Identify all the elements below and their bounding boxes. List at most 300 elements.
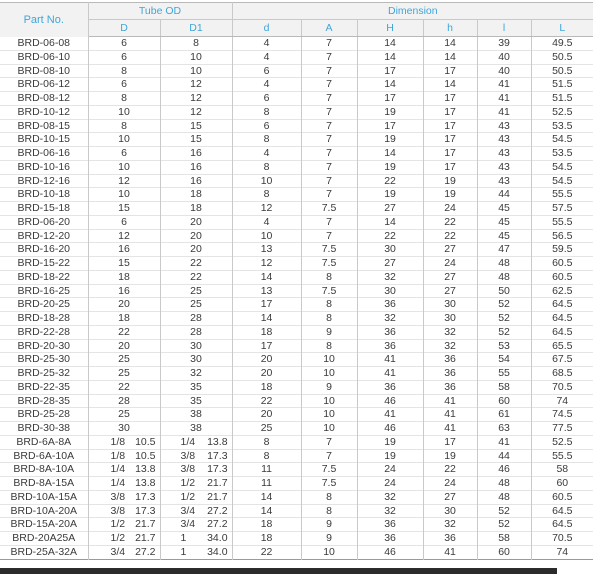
- bottom-bar: [0, 568, 557, 574]
- table-row: [0, 37, 593, 51]
- cell-l-small: 60: [477, 545, 531, 559]
- cell-A: 7: [301, 78, 357, 92]
- cell-A: 7: [301, 50, 357, 64]
- cell-L: 64.5: [552, 504, 573, 517]
- cell-D1: 30: [160, 353, 232, 367]
- table-row: [0, 367, 593, 381]
- cell-l-small: 39: [477, 37, 531, 51]
- cell-d-small: 18: [232, 518, 301, 532]
- cell-part-no: BRD-06-12: [0, 78, 88, 92]
- cell-l-small: 44: [477, 188, 531, 202]
- cell-l-small: 54: [477, 353, 531, 367]
- table-row: [0, 78, 593, 92]
- cell-H: 30: [357, 284, 423, 298]
- cell-A: 9: [301, 532, 357, 546]
- cell-D1-mm: 27.2: [196, 518, 232, 532]
- cell-D: 18: [88, 312, 160, 326]
- cell-D: 25: [88, 353, 160, 367]
- cell-h-small: 17: [423, 133, 477, 147]
- cell-D1: 30: [160, 339, 232, 353]
- cell-d-small: 14: [232, 490, 301, 504]
- cell-A: 7: [301, 215, 357, 229]
- cell-l-small: 41: [477, 92, 531, 106]
- cell-l-small: 45: [477, 215, 531, 229]
- cell-H: 36: [357, 298, 423, 312]
- cell-h-small: 30: [423, 298, 477, 312]
- cell-h-small: 27: [423, 490, 477, 504]
- cell-L: 70.5: [552, 380, 573, 393]
- table-row: [0, 160, 593, 174]
- cell-d-small: 4: [232, 78, 301, 92]
- cell-D-inch: 3/8: [110, 490, 126, 503]
- cell-D1-inch: 3/8: [180, 463, 196, 476]
- cell-A: 7.5: [301, 284, 357, 298]
- cell-h-small: 41: [423, 394, 477, 408]
- cell-H: 32: [357, 490, 423, 504]
- cell-l-small: 44: [477, 449, 531, 463]
- cell-d-small: 20: [232, 408, 301, 422]
- cell-d-small: 22: [232, 545, 301, 559]
- cell-L: 74: [556, 394, 569, 407]
- cell-A: 10: [301, 353, 357, 367]
- cell-L: 52.5: [552, 435, 573, 448]
- cell-H: 46: [357, 545, 423, 559]
- cell-part-no: BRD-10-15: [0, 133, 88, 147]
- cell-d-small: 11: [232, 463, 301, 477]
- cell-D: 10: [88, 105, 160, 119]
- cell-H: 19: [357, 133, 423, 147]
- cell-d-small: 6: [232, 64, 301, 78]
- cell-l-small: 41: [477, 78, 531, 92]
- cell-A: 7: [301, 147, 357, 161]
- cell-A: 10: [301, 367, 357, 381]
- table-row: [0, 380, 593, 394]
- cell-H: 36: [357, 518, 423, 532]
- cell-d-small: 6: [232, 92, 301, 106]
- cell-D1: 20: [160, 229, 232, 243]
- table-row: [0, 92, 593, 106]
- cell-H: 32: [357, 270, 423, 284]
- cell-h-small: 19: [423, 188, 477, 202]
- dimension-table: [0, 2, 593, 560]
- table-row: [0, 339, 593, 353]
- cell-D1: 20: [160, 215, 232, 229]
- cell-L: 64.5: [552, 518, 573, 531]
- cell-part-no: BRD-12-16: [0, 174, 88, 188]
- cell-L: 74: [556, 545, 569, 558]
- cell-d-small: 4: [232, 147, 301, 161]
- cell-L: 57.5: [552, 202, 573, 214]
- cell-l-small: 48: [477, 477, 531, 491]
- cell-d-small: 8: [232, 133, 301, 147]
- cell-D-mm: 21.7: [124, 532, 160, 546]
- cell-D1: 22: [160, 257, 232, 271]
- cell-l-small: 48: [477, 270, 531, 284]
- cell-A: 7: [301, 229, 357, 243]
- cell-D: 6: [88, 50, 160, 64]
- cell-A: 10: [301, 394, 357, 408]
- table-row: [0, 545, 593, 559]
- cell-L: 60.5: [552, 257, 573, 269]
- table-row: [0, 353, 593, 367]
- cell-part-no: BRD-22-28: [0, 325, 88, 339]
- cell-l-small: 50: [477, 284, 531, 298]
- cell-d-small: 14: [232, 270, 301, 284]
- cell-part-no: BRD-08-15: [0, 119, 88, 133]
- cell-D: 8: [88, 92, 160, 106]
- cell-D1: 10: [160, 64, 232, 78]
- header-tube-od: Tube OD: [88, 3, 232, 20]
- header-L: L: [531, 20, 593, 37]
- cell-D-inch: 3/8: [110, 504, 126, 517]
- cell-d-small: 22: [232, 394, 301, 408]
- cell-H: 46: [357, 394, 423, 408]
- cell-l-small: 43: [477, 160, 531, 174]
- cell-h-small: 17: [423, 435, 477, 449]
- cell-l-small: 52: [477, 312, 531, 326]
- cell-D1: 18: [160, 188, 232, 202]
- cell-D: 20: [88, 339, 160, 353]
- cell-l-small: 58: [477, 380, 531, 394]
- table-row: [0, 215, 593, 229]
- cell-l-small: 52: [477, 504, 531, 518]
- cell-part-no: BRD-06-10: [0, 50, 88, 64]
- cell-D: 10: [88, 160, 160, 174]
- cell-part-no: BRD-20-25: [0, 298, 88, 312]
- cell-A: 7: [301, 174, 357, 188]
- cell-part-no: BRD-25-32: [0, 367, 88, 381]
- cell-h-small: 17: [423, 160, 477, 174]
- cell-l-small: 47: [477, 243, 531, 257]
- cell-H: 19: [357, 435, 423, 449]
- cell-A: 8: [301, 312, 357, 326]
- cell-h-small: 32: [423, 339, 477, 353]
- cell-h-small: 32: [423, 325, 477, 339]
- cell-D1-mm: 34.0: [196, 545, 232, 559]
- cell-part-no: BRD-10-16: [0, 160, 88, 174]
- table-row: [0, 270, 593, 284]
- table-row: [0, 435, 593, 449]
- cell-D1: 25: [160, 284, 232, 298]
- cell-h-small: 17: [423, 119, 477, 133]
- cell-d-small: 4: [232, 215, 301, 229]
- cell-L: 52.5: [552, 105, 573, 118]
- cell-h-small: 19: [423, 449, 477, 463]
- cell-d-small: 4: [232, 37, 301, 51]
- cell-part-no: BRD-15-18: [0, 202, 88, 216]
- table-row: [0, 298, 593, 312]
- table-row: [0, 394, 593, 408]
- cell-A: 7: [301, 105, 357, 119]
- cell-l-small: 60: [477, 394, 531, 408]
- cell-A: 10: [301, 422, 357, 436]
- cell-D1: 22: [160, 270, 232, 284]
- cell-h-small: 14: [423, 37, 477, 51]
- cell-D: 15: [88, 202, 160, 216]
- cell-A: 7.5: [301, 202, 357, 216]
- cell-A: 8: [301, 339, 357, 353]
- cell-l-small: 40: [477, 64, 531, 78]
- cell-part-no: BRD-20A25A: [0, 532, 88, 546]
- table-row: [0, 532, 593, 546]
- cell-part-no: BRD-20-30: [0, 339, 88, 353]
- cell-A: 7: [301, 160, 357, 174]
- table-row: [0, 243, 593, 257]
- cell-D: 8: [88, 64, 160, 78]
- cell-l-small: 52: [477, 518, 531, 532]
- cell-D: 6: [88, 147, 160, 161]
- cell-d-small: 20: [232, 367, 301, 381]
- table-row: [0, 477, 593, 491]
- table-row: [0, 188, 593, 202]
- cell-l-small: 43: [477, 119, 531, 133]
- cell-D1-inch: 3/4: [180, 518, 196, 531]
- cell-d-small: 8: [232, 160, 301, 174]
- cell-h-small: 22: [423, 463, 477, 477]
- cell-L: 70.5: [552, 532, 573, 544]
- cell-l-small: 46: [477, 463, 531, 477]
- cell-A: 7: [301, 449, 357, 463]
- cell-d-small: 18: [232, 532, 301, 546]
- cell-D1: 25: [160, 298, 232, 312]
- cell-D: 28: [88, 394, 160, 408]
- header-dimension: Dimension: [232, 3, 593, 20]
- cell-L: 67.5: [552, 353, 573, 366]
- cell-l-small: 41: [477, 105, 531, 119]
- cell-D: 22: [88, 325, 160, 339]
- cell-part-no: BRD-16-20: [0, 243, 88, 257]
- cell-part-no: BRD-15-22: [0, 257, 88, 271]
- cell-L: 65.5: [552, 339, 573, 352]
- cell-h-small: 17: [423, 147, 477, 161]
- cell-D-inch: 1/8: [110, 449, 126, 462]
- cell-L: 64.5: [552, 312, 573, 324]
- cell-D1: 20: [160, 243, 232, 257]
- cell-H: 46: [357, 422, 423, 436]
- cell-D1-mm: 27.2: [196, 504, 232, 518]
- cell-h-small: 17: [423, 64, 477, 78]
- cell-d-small: 8: [232, 105, 301, 119]
- cell-D1: 38: [160, 422, 232, 436]
- cell-l-small: 41: [477, 435, 531, 449]
- cell-D1: 16: [160, 147, 232, 161]
- cell-l-small: 61: [477, 408, 531, 422]
- cell-d-small: 18: [232, 325, 301, 339]
- cell-d-small: 4: [232, 50, 301, 64]
- cell-L: 60: [556, 477, 569, 489]
- cell-D-inch: 3/4: [110, 545, 126, 558]
- cell-D: 6: [88, 37, 160, 51]
- cell-H: 41: [357, 367, 423, 381]
- cell-h-small: 14: [423, 50, 477, 64]
- cell-d-small: 10: [232, 229, 301, 243]
- cell-D: 10: [88, 133, 160, 147]
- table-row: [0, 174, 593, 188]
- cell-A: 7: [301, 37, 357, 51]
- cell-L: 56.5: [552, 229, 573, 242]
- cell-L: 49.5: [552, 37, 573, 49]
- cell-A: 8: [301, 270, 357, 284]
- cell-D1: 8: [160, 37, 232, 51]
- cell-h-small: 17: [423, 105, 477, 119]
- cell-D-mm: 10.5: [124, 435, 160, 449]
- cell-D-inch: 1/2: [110, 518, 126, 531]
- table-row: [0, 408, 593, 422]
- cell-A: 7.5: [301, 463, 357, 477]
- cell-part-no: BRD-18-28: [0, 312, 88, 326]
- cell-l-small: 48: [477, 490, 531, 504]
- cell-L: 50.5: [552, 50, 573, 63]
- cell-h-small: 30: [423, 504, 477, 518]
- cell-D: 16: [88, 284, 160, 298]
- table-body: [0, 37, 593, 560]
- cell-d-small: 10: [232, 174, 301, 188]
- cell-h-small: 41: [423, 408, 477, 422]
- cell-l-small: 52: [477, 298, 531, 312]
- cell-D1: 18: [160, 202, 232, 216]
- cell-h-small: 24: [423, 202, 477, 216]
- cell-L: 59.5: [552, 243, 573, 256]
- cell-L: 64.5: [552, 325, 573, 338]
- cell-A: 9: [301, 325, 357, 339]
- cell-H: 36: [357, 339, 423, 353]
- cell-D1: 35: [160, 394, 232, 408]
- cell-h-small: 36: [423, 367, 477, 381]
- table-row: [0, 229, 593, 243]
- cell-D1: 12: [160, 78, 232, 92]
- cell-D: 12: [88, 174, 160, 188]
- cell-D1: 35: [160, 380, 232, 394]
- cell-D-inch: 1/4: [110, 477, 126, 489]
- cell-H: 27: [357, 202, 423, 216]
- cell-A: 7.5: [301, 477, 357, 491]
- cell-D1-mm: 13.8: [196, 435, 232, 449]
- cell-L: 53.5: [552, 147, 573, 159]
- cell-D: 6: [88, 215, 160, 229]
- cell-h-small: 41: [423, 545, 477, 559]
- cell-d-small: 17: [232, 339, 301, 353]
- cell-D-mm: 27.2: [124, 545, 160, 559]
- cell-D1: 15: [160, 133, 232, 147]
- header-row-columns: [0, 20, 593, 37]
- cell-D-mm: 17.3: [124, 504, 160, 518]
- cell-d-small: 14: [232, 312, 301, 326]
- cell-H: 14: [357, 78, 423, 92]
- cell-A: 10: [301, 408, 357, 422]
- cell-part-no: BRD-30-38: [0, 422, 88, 436]
- cell-D1-mm: 34.0: [196, 532, 232, 546]
- cell-D: 30: [88, 422, 160, 436]
- cell-H: 36: [357, 532, 423, 546]
- cell-A: 9: [301, 518, 357, 532]
- header-A: A: [301, 20, 357, 37]
- cell-A: 7: [301, 133, 357, 147]
- cell-H: 30: [357, 243, 423, 257]
- cell-A: 8: [301, 298, 357, 312]
- cell-A: 7.5: [301, 243, 357, 257]
- cell-D1: 16: [160, 174, 232, 188]
- cell-H: 14: [357, 147, 423, 161]
- cell-A: 7: [301, 92, 357, 106]
- cell-A: 10: [301, 545, 357, 559]
- cell-D: 25: [88, 367, 160, 381]
- cell-A: 8: [301, 490, 357, 504]
- cell-l-small: 52: [477, 325, 531, 339]
- cell-part-no: BRD-25-28: [0, 408, 88, 422]
- table-row: [0, 105, 593, 119]
- cell-L: 54.5: [552, 133, 573, 146]
- cell-part-no: BRD-10A-20A: [0, 504, 88, 518]
- cell-D-inch: 1/8: [110, 435, 126, 448]
- cell-d-small: 25: [232, 422, 301, 436]
- cell-D1-inch: 1: [180, 545, 187, 558]
- table-row: [0, 422, 593, 436]
- cell-L: 50.5: [552, 64, 573, 77]
- cell-D-mm: 10.5: [124, 449, 160, 463]
- cell-D1-inch: 1/2: [180, 490, 196, 503]
- table-row: [0, 504, 593, 518]
- cell-part-no: BRD-08-12: [0, 92, 88, 106]
- cell-D1-mm: 17.3: [196, 463, 232, 477]
- table-row: [0, 449, 593, 463]
- cell-h-small: 27: [423, 243, 477, 257]
- cell-D1: 15: [160, 119, 232, 133]
- cell-D-inch: 1/4: [110, 463, 126, 476]
- cell-H: 14: [357, 215, 423, 229]
- cell-D1-inch: 1/2: [180, 477, 196, 489]
- cell-A: 7: [301, 435, 357, 449]
- cell-part-no: BRD-8A-15A: [0, 477, 88, 491]
- header-d-small: d: [232, 20, 301, 37]
- cell-d-small: 8: [232, 188, 301, 202]
- cell-A: 9: [301, 380, 357, 394]
- cell-H: 22: [357, 174, 423, 188]
- cell-H: 32: [357, 504, 423, 518]
- header-H: H: [357, 20, 423, 37]
- cell-D1: 12: [160, 105, 232, 119]
- cell-D: 16: [88, 243, 160, 257]
- cell-h-small: 17: [423, 92, 477, 106]
- cell-part-no: BRD-10A-15A: [0, 490, 88, 504]
- cell-h-small: 36: [423, 380, 477, 394]
- cell-l-small: 53: [477, 339, 531, 353]
- cell-l-small: 43: [477, 147, 531, 161]
- cell-L: 51.5: [552, 92, 573, 104]
- cell-h-small: 41: [423, 422, 477, 436]
- cell-D: 12: [88, 229, 160, 243]
- header-l-small: l: [477, 20, 531, 37]
- table-row: [0, 518, 593, 532]
- cell-L: 54.5: [552, 174, 573, 187]
- cell-part-no: BRD-06-20: [0, 215, 88, 229]
- cell-d-small: 12: [232, 257, 301, 271]
- cell-l-small: 63: [477, 422, 531, 436]
- table-row: [0, 284, 593, 298]
- cell-H: 17: [357, 92, 423, 106]
- cell-part-no: BRD-25A-32A: [0, 545, 88, 559]
- cell-l-small: 40: [477, 50, 531, 64]
- cell-H: 17: [357, 64, 423, 78]
- cell-h-small: 24: [423, 257, 477, 271]
- table-row: [0, 133, 593, 147]
- cell-D: 6: [88, 78, 160, 92]
- cell-h-small: 22: [423, 229, 477, 243]
- cell-L: 64.5: [552, 298, 573, 311]
- cell-D1-inch: 1/4: [180, 435, 196, 448]
- cell-L: 53.5: [552, 119, 573, 132]
- cell-part-no: BRD-10-12: [0, 105, 88, 119]
- cell-D1: 12: [160, 92, 232, 106]
